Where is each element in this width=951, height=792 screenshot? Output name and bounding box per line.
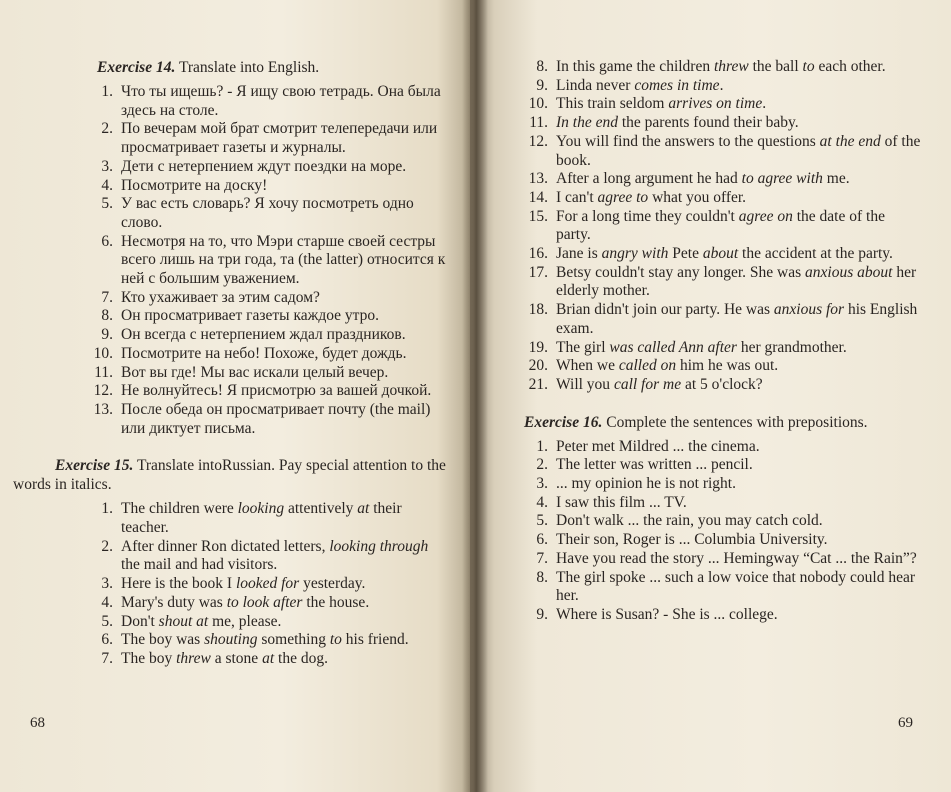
list-item: [55, 575, 450, 594]
item-text: The children were: [121, 500, 238, 518]
list-item: [510, 512, 921, 531]
item-number: 3.: [101, 575, 113, 593]
list-item: [510, 170, 921, 189]
item-italic: at: [262, 649, 275, 667]
list-item: [55, 594, 450, 613]
item-number: 2.: [101, 537, 113, 555]
item-text: Here is the book I: [121, 575, 236, 593]
item-italic: called on: [618, 357, 677, 375]
exercise-number: Exercise 16.: [524, 413, 603, 431]
item-text: Have you read the story ... Hemingway “Cat ... the Rain”?: [556, 549, 917, 567]
list-item: [55, 650, 450, 669]
list-item: [55, 120, 450, 157]
exercise-14-heading: [55, 58, 450, 77]
gutter-shadow: [462, 0, 488, 792]
item-number: 4.: [536, 493, 548, 511]
item-text: the dog.: [274, 649, 328, 667]
exercise-15-heading: [13, 456, 450, 494]
exercise-14-list: [55, 83, 450, 438]
item-text: his English exam.: [556, 301, 918, 337]
exercise-15-list: [55, 500, 450, 668]
item-text: По вечерам мой брат смотрит телепередачи или просматривает газеты и журналы.: [121, 120, 438, 157]
item-number: 19.: [528, 338, 548, 356]
list-item: [55, 538, 450, 575]
item-italic: looked for: [235, 575, 300, 593]
list-item: [55, 83, 450, 120]
item-number: 6.: [536, 531, 548, 549]
item-text: Don't walk ... the rain, you may catch cold.: [556, 512, 823, 530]
item-text: the date of the party.: [556, 207, 885, 244]
item-number: 9.: [536, 76, 548, 94]
item-italic: threw: [176, 649, 211, 667]
item-text: The boy: [121, 649, 177, 667]
item-number: 13.: [528, 170, 548, 188]
list-item: [510, 376, 921, 395]
item-text: him he was out.: [676, 357, 779, 375]
page-right: [470, 0, 951, 792]
list-item: [510, 114, 921, 133]
list-item: [510, 475, 921, 494]
item-text: her grandmother.: [736, 338, 847, 356]
item-number: 8.: [101, 307, 113, 325]
item-text: The girl spoke ... such a low voice that nobody could hear her.: [556, 568, 915, 605]
item-text: Он всегда с нетерпением ждал праздников.: [121, 326, 406, 344]
item-number: 7.: [101, 649, 113, 667]
item-italic: shouting: [204, 631, 258, 649]
item-number: 2.: [101, 120, 113, 138]
item-text: Will you: [556, 375, 614, 393]
item-number: 16.: [528, 245, 548, 263]
item-number: 9.: [536, 605, 548, 623]
item-text: After a long argument he had: [556, 170, 742, 188]
list-item: [510, 77, 921, 96]
item-number: 8.: [536, 568, 548, 586]
list-item: [510, 245, 921, 264]
item-text: Where is Susan? - She is ... college.: [556, 605, 778, 623]
item-text: each other.: [814, 58, 886, 75]
item-italic: call for me: [613, 375, 682, 393]
item-italic: anxious for: [773, 301, 845, 319]
item-italic: anxious about: [805, 263, 893, 281]
exercise-16-list: [510, 438, 921, 625]
item-text: .: [719, 76, 724, 94]
list-item: [55, 364, 450, 383]
item-number: 3.: [101, 157, 113, 175]
item-italic: looking: [237, 500, 285, 518]
item-text: the accident at the party.: [738, 245, 893, 263]
item-text: me.: [822, 170, 850, 188]
list-item: [510, 550, 921, 569]
item-text: what you offer.: [648, 188, 747, 206]
item-text: the mail and had visitors.: [121, 556, 278, 574]
list-item: [510, 494, 921, 513]
item-text: For a long time they couldn't: [556, 207, 739, 225]
item-text: ... my opinion he is not right.: [556, 475, 736, 493]
list-item: [55, 401, 450, 438]
item-number: 7.: [101, 288, 113, 306]
item-text: Betsy couldn't stay any longer. She was: [556, 263, 806, 281]
item-number: 6.: [101, 631, 113, 649]
item-text: at 5 o'clock?: [681, 375, 763, 393]
item-italic: to look after: [226, 593, 303, 611]
item-text: Their son, Roger is ... Columbia University.: [556, 531, 828, 549]
item-text: yesterday.: [299, 575, 366, 593]
item-number: 11.: [94, 363, 113, 381]
list-item: [510, 339, 921, 358]
item-text: Jane is: [556, 245, 602, 263]
item-text: I saw this film ... TV.: [556, 493, 687, 511]
item-italic: at the end: [819, 132, 881, 150]
item-italic: about: [702, 245, 739, 263]
item-number: 3.: [536, 475, 548, 493]
item-text: something: [257, 631, 330, 649]
item-text: .: [762, 95, 767, 113]
item-text: Посмотрите на небо! Похоже, будет дождь.: [121, 344, 407, 362]
item-text: his friend.: [341, 631, 409, 649]
item-italic: threw: [713, 58, 749, 75]
list-item: [55, 307, 450, 326]
list-item: [55, 289, 450, 308]
item-number: 10.: [93, 344, 113, 362]
page-number: 69: [898, 715, 913, 731]
list-item: [510, 264, 921, 301]
list-item: [55, 500, 450, 537]
item-number: 10.: [528, 95, 548, 113]
item-text: Pete: [668, 245, 703, 263]
list-item: [510, 189, 921, 208]
list-item: [55, 195, 450, 232]
item-number: 11.: [529, 114, 548, 132]
item-text: Кто ухаживает за этим садом?: [121, 288, 320, 306]
item-italic: shout at: [158, 612, 209, 630]
item-text: Не волнуйтесь! Я присмотрю за вашей дочкой.: [121, 382, 432, 400]
item-italic: was called Ann after: [609, 338, 737, 356]
list-item: [510, 58, 921, 77]
list-item: [510, 531, 921, 550]
item-number: 15.: [528, 207, 548, 225]
list-item: [55, 382, 450, 401]
item-number: 5.: [536, 512, 548, 530]
item-text: the ball: [748, 58, 803, 75]
item-number: 9.: [101, 326, 113, 344]
item-text: me, please.: [208, 612, 282, 630]
item-text: the parents found their baby.: [617, 114, 799, 132]
list-item: [510, 208, 921, 245]
item-text: her elderly mother.: [556, 263, 917, 300]
item-text: The boy was: [121, 631, 205, 649]
list-item: [510, 133, 921, 170]
exercise-instruction: Complete the sentences with prepositions.: [602, 413, 868, 431]
item-number: 6.: [101, 232, 113, 250]
item-italic: at: [357, 500, 370, 518]
list-item: [510, 438, 921, 457]
item-number: 2.: [536, 456, 548, 474]
item-number: 7.: [536, 549, 548, 567]
item-number: 5.: [101, 195, 113, 213]
item-text: After dinner Ron dictated letters,: [121, 537, 330, 555]
item-text: of the book.: [556, 132, 921, 169]
list-item: [55, 158, 450, 177]
item-italic: comes in time: [634, 76, 720, 94]
item-text: Что ты ищешь? - Я ищу свою тетрадь. Она была здесь на столе.: [121, 83, 441, 119]
item-number: 18.: [528, 301, 548, 319]
item-number: 4.: [101, 176, 113, 194]
exercise-15-list-continued: [510, 58, 921, 395]
item-text: Don't: [121, 612, 159, 630]
item-number: 1.: [101, 83, 113, 100]
list-item: [510, 95, 921, 114]
page-left: [0, 0, 470, 792]
item-text: their teacher.: [121, 500, 402, 537]
item-italic: looking through: [329, 537, 429, 555]
item-number: 4.: [101, 593, 113, 611]
item-text: You will find the answers to the questions: [556, 132, 820, 150]
list-item: [55, 233, 450, 289]
list-item: [510, 569, 921, 606]
item-text: Дети с нетерпением ждут поездки на море.: [121, 157, 407, 175]
exercise-instruction: Translate intoRussian. Pay special attention to the words in italics.: [13, 457, 446, 494]
item-italic: agree on: [738, 207, 793, 225]
page-number: 68: [30, 715, 45, 731]
item-text: Peter met Mildred ... the cinema.: [556, 437, 760, 455]
list-item: [510, 357, 921, 376]
item-text: После обеда он просматривает почту (the mail) или диктует письма.: [121, 400, 431, 437]
item-number: 14.: [528, 188, 548, 206]
list-item: [510, 456, 921, 475]
item-text: In this game the children: [556, 58, 714, 75]
list-item: [55, 613, 450, 632]
item-number: 17.: [528, 263, 548, 281]
list-item: [55, 631, 450, 650]
exercise-instruction: Translate into English.: [175, 59, 320, 76]
item-text: Несмотря на то, что Мэри старше своей сестры всего лишь на три года, та (the latter) относится к ней с большим уважением.: [121, 232, 446, 288]
item-text: When we: [556, 357, 619, 375]
item-text: The letter was written ... pencil.: [556, 456, 753, 474]
list-item: [55, 345, 450, 364]
list-item: [510, 301, 921, 338]
item-number: 1.: [101, 500, 113, 518]
item-text: Вот вы где! Мы вас искали целый вечер.: [121, 363, 389, 381]
item-italic: agree to: [597, 188, 649, 206]
list-item: [55, 326, 450, 345]
item-text: Linda never: [556, 76, 635, 94]
item-number: 12.: [93, 382, 113, 400]
item-text: У вас есть словарь? Я хочу посмотреть одно слово.: [121, 195, 414, 231]
item-text: Brian didn't join our party. He was: [556, 301, 774, 319]
list-item: [510, 606, 921, 625]
item-text: I can't: [556, 188, 598, 206]
item-number: 12.: [528, 132, 548, 150]
item-text: This train seldom: [556, 95, 669, 113]
item-italic: to: [802, 58, 815, 75]
item-text: Он просматривает газеты каждое утро.: [121, 307, 379, 325]
item-number: 20.: [528, 357, 548, 375]
item-text: Посмотрите на доску!: [121, 176, 268, 194]
exercise-16-heading: [488, 413, 921, 432]
item-text: a stone: [210, 649, 263, 667]
item-text: attentively: [284, 500, 358, 518]
item-number: 1.: [536, 437, 548, 455]
item-italic: to agree with: [741, 170, 823, 188]
item-italic: arrives on time: [668, 95, 763, 113]
item-number: 13.: [93, 400, 113, 418]
list-item: [55, 177, 450, 196]
item-italic: angry with: [601, 245, 669, 263]
item-text: The girl: [556, 338, 610, 356]
item-number: 8.: [536, 58, 548, 75]
item-number: 21.: [528, 375, 548, 393]
item-text: the house.: [302, 593, 370, 611]
exercise-number: Exercise 15.: [55, 457, 134, 475]
exercise-number: Exercise 14.: [97, 59, 176, 76]
item-text: Mary's duty was: [121, 593, 227, 611]
item-italic: In the end: [556, 114, 618, 132]
item-italic: to: [329, 631, 342, 649]
item-number: 5.: [101, 612, 113, 630]
